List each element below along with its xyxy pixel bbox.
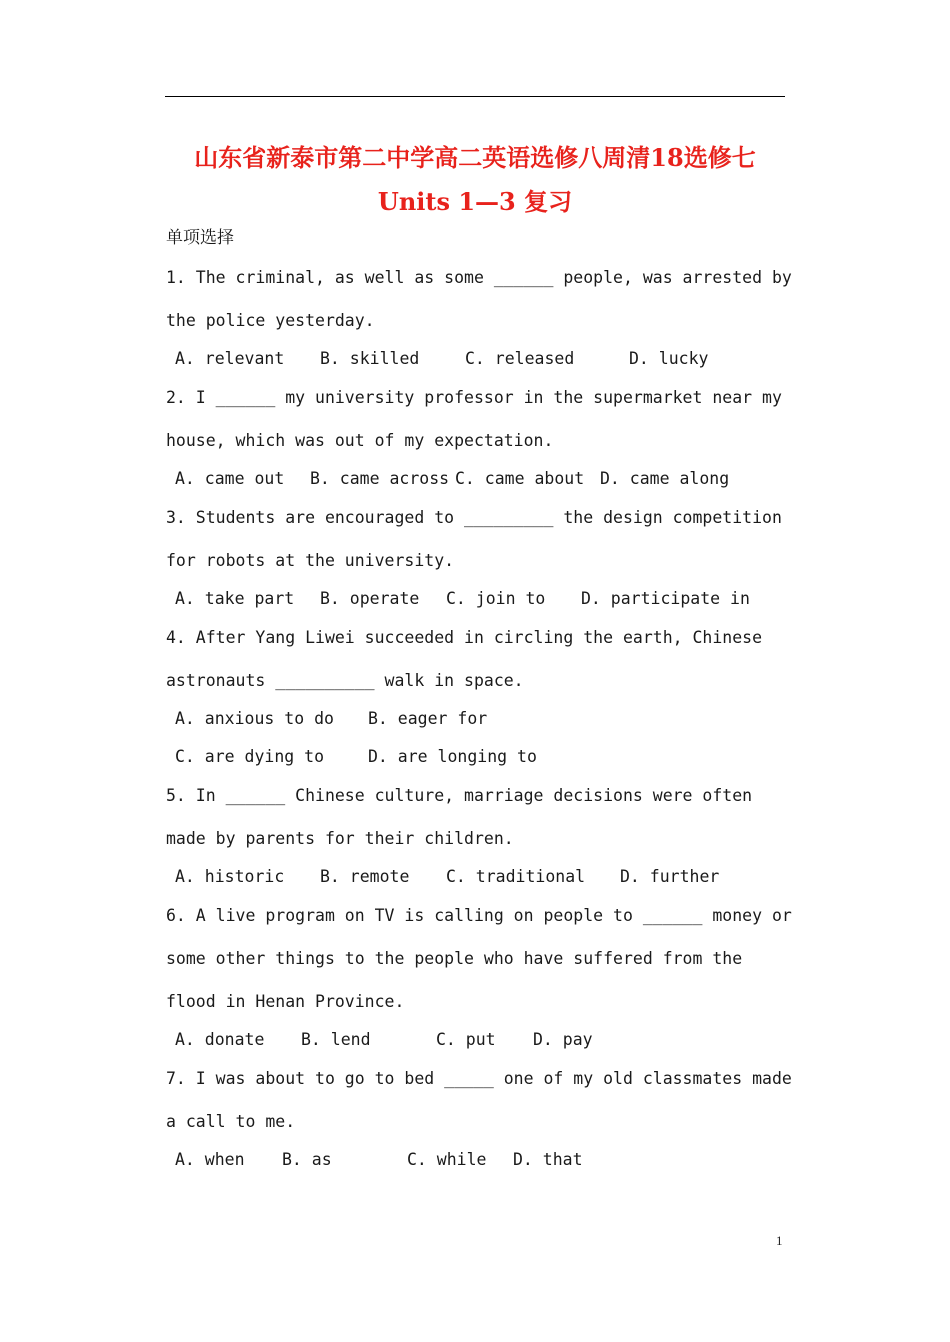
question-3-option-c: C. join to bbox=[446, 589, 546, 608]
question-2-line-1: 2. I ______ my university professor in the supermarket near my bbox=[166, 388, 782, 407]
question-1-option-a: A. relevant bbox=[175, 349, 285, 368]
question-7-line-2: a call to me. bbox=[166, 1112, 296, 1131]
question-7-option-d: D. that bbox=[513, 1150, 583, 1169]
question-3-line-1: 3. Students are encouraged to _________ the design competition bbox=[166, 508, 782, 527]
question-5-line-1: 5. In ______ Chinese culture, marriage decisions were often bbox=[166, 786, 753, 805]
header-rule bbox=[165, 96, 785, 97]
question-6-line-2: some other things to the people who have suffered from the bbox=[166, 949, 743, 968]
question-5-option-c: C. traditional bbox=[446, 867, 586, 886]
question-3-line-2: for robots at the university. bbox=[166, 551, 455, 570]
question-4-option-c: C. are dying to bbox=[175, 747, 325, 766]
question-4-option-b: B. eager for bbox=[368, 709, 488, 728]
question-7-option-c: C. while bbox=[407, 1150, 487, 1169]
question-2-option-d: D. came along bbox=[600, 469, 730, 488]
question-5-option-b: B. remote bbox=[320, 867, 410, 886]
question-5-option-d: D. further bbox=[620, 867, 720, 886]
page-subtitle: Units 1—3 复习 bbox=[377, 187, 573, 216]
question-6-option-d: D. pay bbox=[533, 1030, 593, 1049]
question-5-line-2: made by parents for their children. bbox=[166, 829, 514, 848]
question-6-option-b: B. lend bbox=[301, 1030, 371, 1049]
page-title: 山东省新泰市第二中学高二英语选修八周清18选修七 bbox=[194, 143, 756, 172]
question-4-line-2: astronauts __________ walk in space. bbox=[166, 671, 524, 690]
question-6-line-3: flood in Henan Province. bbox=[166, 992, 405, 1011]
question-1-option-b: B. skilled bbox=[320, 349, 420, 368]
section-title: 单项选择 bbox=[166, 228, 234, 248]
question-7-option-b: B. as bbox=[282, 1150, 332, 1169]
question-1-option-c: C. released bbox=[465, 349, 575, 368]
question-1-line-2: the police yesterday. bbox=[166, 311, 375, 330]
question-7-option-a: A. when bbox=[175, 1150, 245, 1169]
question-3-option-b: B. operate bbox=[320, 589, 420, 608]
question-6-option-c: C. put bbox=[436, 1030, 496, 1049]
question-7-line-1: 7. I was about to go to bed _____ one of my old classmates made bbox=[166, 1069, 792, 1088]
question-6-line-1: 6. A live program on TV is calling on people to ______ money or bbox=[166, 906, 792, 925]
question-4-option-a: A. anxious to do bbox=[175, 709, 334, 728]
question-1-line-1: 1. The criminal, as well as some ______ people, was arrested by bbox=[166, 268, 792, 287]
question-6-option-a: A. donate bbox=[175, 1030, 265, 1049]
question-1-option-d: D. lucky bbox=[629, 349, 709, 368]
question-2-option-a: A. came out bbox=[175, 469, 285, 488]
question-2-option-c: C. came about bbox=[455, 469, 585, 488]
question-2-option-b: B. came across bbox=[310, 469, 450, 488]
question-2-line-2: house, which was out of my expectation. bbox=[166, 431, 554, 450]
question-3-option-a: A. take part bbox=[175, 589, 295, 608]
question-5-option-a: A. historic bbox=[175, 867, 285, 886]
question-4-line-1: 4. After Yang Liwei succeeded in circling the earth, Chinese bbox=[166, 628, 763, 647]
page-number: 1 bbox=[776, 1233, 783, 1248]
question-3-option-d: D. participate in bbox=[581, 589, 750, 608]
question-4-option-d: D. are longing to bbox=[368, 747, 537, 766]
